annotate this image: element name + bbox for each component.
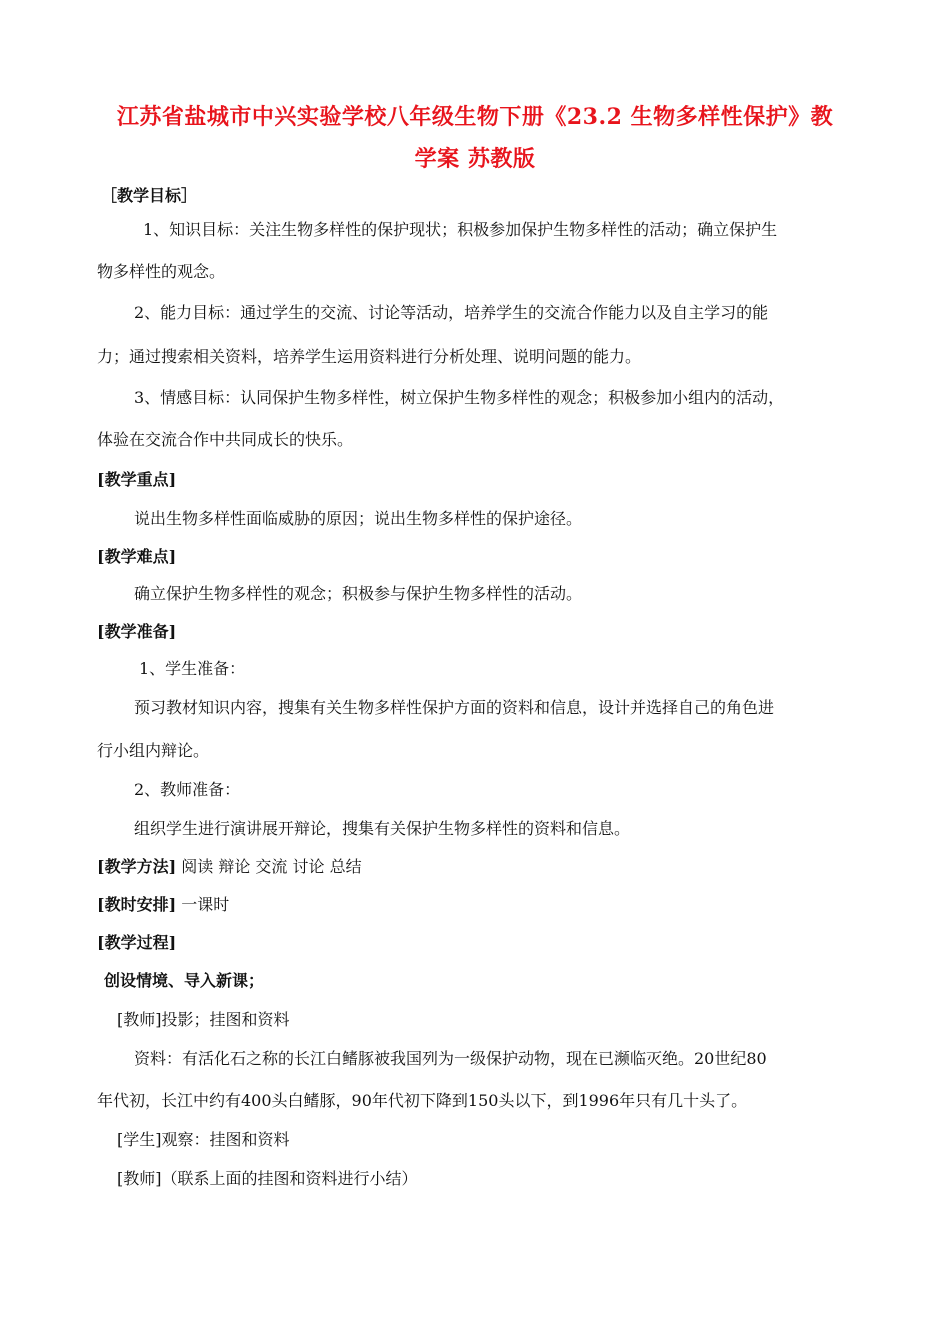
difficulty-text: 确立保护生物多样性的观念；积极参与保护生物多样性的活动。 (134, 584, 583, 603)
schedule-text: 一课时 (181, 895, 230, 914)
schedule-heading: [教时安排] (97, 895, 177, 914)
method-heading: [教学方法] (97, 857, 177, 876)
preparation-heading: [教学准备] (97, 622, 177, 641)
goal-3-line-1: 3、情感目标：认同保护生物多样性，树立保护生物多样性的观念；积极参加小组内的活动， (134, 388, 785, 407)
goal-2-line-1: 2、能力目标：通过学生的交流、讨论等活动，培养学生的交流合作能力以及自主学习的能 (134, 303, 769, 322)
process-heading: [教学过程] (97, 933, 177, 952)
difficulty-heading: [教学难点] (97, 547, 177, 566)
student-prep-line-1: 预习教材知识内容，搜集有关生物多样性保护方面的资料和信息，设计并选择自己的角色进 (134, 698, 775, 717)
goals-heading: ［教学目标］ (101, 186, 198, 205)
goal-1-line-1: 1、知识目标：关注生物多样性的保护现状；积极参加保护生物多样性的活动；确立保护生 (143, 220, 778, 239)
goal-1-line-2: 物多样性的观念。 (97, 262, 226, 281)
goal-2-line-2: 力；通过搜索相关资料，培养学生运用资料进行分析处理、说明问题的能力。 (97, 347, 642, 366)
student-prep-line-2: 行小组内辩论。 (97, 741, 210, 760)
goal-3-line-2: 体验在交流合作中共同成长的快乐。 (97, 430, 354, 449)
title-line-2: 学案 苏教版 (414, 146, 536, 172)
student-prep-label: 1、学生准备： (139, 659, 246, 678)
student-step-1: [学生]观察：挂图和资料 (117, 1130, 290, 1149)
teacher-prep-text: 组织学生进行演讲展开辩论，搜集有关保护生物多样性的资料和信息。 (134, 819, 631, 838)
teacher-prep-label: 2、教师准备： (134, 780, 241, 799)
teacher-step-1: [教师]投影；挂图和资料 (117, 1010, 290, 1029)
method-text: 阅读 辩论 交流 讨论 总结 (181, 857, 362, 876)
document-title (90, 96, 860, 180)
process-intro: 创设情境、导入新课； (104, 971, 265, 990)
key-points-text: 说出生物多样性面临威胁的原因；说出生物多样性的保护途径。 (134, 509, 583, 528)
schedule-row (97, 895, 229, 915)
material-line-1: 资料：有活化石之称的长江白鳍豚被我国列为一级保护动物，现在已濒临灭绝。20世纪80 (134, 1049, 767, 1068)
title-line-1: 江苏省盐城市中兴实验学校八年级生物下册《23.2 生物多样性保护》教 (116, 104, 834, 130)
key-points-heading: [教学重点] (97, 470, 177, 489)
teacher-step-2: [教师]（联系上面的挂图和资料进行小结） (117, 1169, 418, 1188)
method-row (97, 857, 362, 877)
material-line-2: 年代初，长江中约有400头白鳍豚，90年代初下降到150头以下，到1996年只有几十头了。 (97, 1091, 748, 1110)
